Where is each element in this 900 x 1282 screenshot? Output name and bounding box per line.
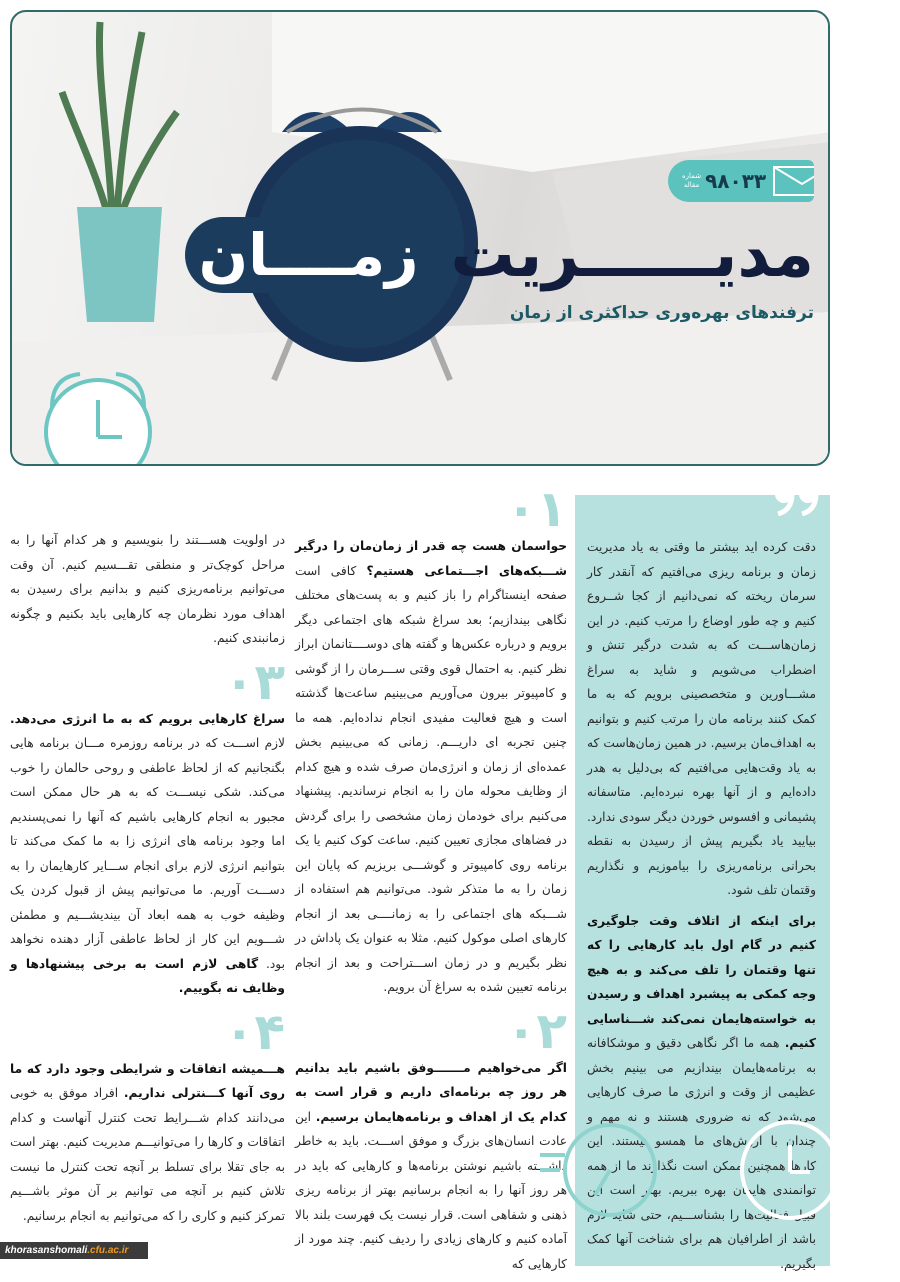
body-text: کافی است صفحه اینستاگرام را باز کنیم و به پست‌های مختلف نگاهی بیندازیم؛ بعد سراغ شبکه های اجتماعی دیگر برویم و درباره عکس‌ها و گفته های دوســــتانمان ابراز نظر کنیم. به احتمال قوی وقتی ســـرمان را از گوشی و کامپیوتر بیرون می‌آوریم می‌بینیم ساعت‌ها گذشته است و هیچ فعالیت مفیدی انجام نداده‌ایم. همه ما چنین تجربه ای داریـــم. زمانی که می‌بینیم بخش عمده‌ای از زمان و انرژی‌مان صرف شده و هیچ کدام از وظایف محوله مان را به انجام نرساندیم. پیشنهاد می‌کنیم برای خودمان زمان مشخصی را برای گردش در فضاهای مجازی تعیین کنیم. ساعت کوک کنیم یا یک برنامه روی کامپیوتر و گوشـــی بریزیم که پایان این زمان را به ما متذکر شود. می‌توانیم هم استفاده از شـــبکه های اجتماعی را به زمانــــی بعد از انجام کارهای اصلی موکول کنیم. مثلا به عنوان یک پاداش در نظر بگیریم و در زمان اســـتراحت و بعد از انجام برنامه تعیین شده به سراغ آن برویم. [295, 563, 567, 994]
subtitle: ترفندهای بهره‌وری حداکثری از زمان [509, 303, 814, 323]
paragraph [10, 1057, 285, 1229]
title-part-1: مدیــــــریت [450, 218, 814, 292]
stopwatch-decoration-icon [540, 1110, 840, 1240]
body-text: در اولویت هســـتند را بنویسیم و هر کدام آنها را به مراحل کوچک‌تر و منطقی تقـــسیم کنیم. آن وقت می‌توانیم برنامه‌ریزی کنیم و بدانیم برای رسیدن به اهداف مورد نظرمان چه کارهایی باید بکنیم و چگونه زمانبندی کنیم. [10, 533, 285, 645]
title-part-2: زمــــان [185, 217, 433, 293]
section-numeral: ۰۴ [223, 1006, 285, 1057]
article-number: ۹۸۰۳۳ [705, 169, 767, 193]
section-numeral: ۰۳ [223, 656, 285, 707]
paragraph [10, 707, 285, 1001]
quote-icon [772, 484, 822, 516]
plant-image [62, 22, 177, 322]
bold-text: هـــمیشه اتفاقات و شرایطی وجود دارد که ما روی آنها کـــنترلی نداریم. [10, 1061, 285, 1100]
paragraph [587, 535, 816, 903]
bold-text: سراغ کارهایی برویم که به ما انرژی می‌دهد. [10, 711, 285, 726]
paragraph [295, 534, 567, 1000]
bold-text: اگر می‌خواهیم مـــــــوفق باشیم باید بدانیم هر روز چه برنامه‌ای داریم و قرار است به کدام یک از اهداف و برنامه‌هایمان برسیم. [295, 1060, 568, 1124]
bold-text: گاهی لازم است به برخی پیشنهادها و وظایف نه بگوییم. [10, 956, 285, 995]
body-text: دقت کرده اید بیشتر ما وقتی به یاد مدیریت زمان و برنامه ریزی می‌افتیم که آنقدر کار سرمان ریخته که نمی‌دانیم از کجا شــروع کنیم و چه طور اوضاع را مرتب کنیم. در این زمان‌هاســـت که به شدت درگیر تنش و اضطراب می‌شویم و شاید به سراغ مشـــاورین و متخصصینی برویم که به ما کمک کنند برنامه مان را مرتب کنیم و بتوانیم به اهداف‌مان برسیم. در همین زمان‌هاست که به یاد وقت‌هایی می‌افتیم که بی‌دلیل به هدر داده‌ایم و از آنها بهره نبرده‌ایم. متاسفانه پشیمانی و افسوس خوردن دیگر سودی ندارد. بیایید یاد بگیریم پیش از رسیدن به نقطه بحرانی برنامه‌ریزی را بیاموزیم و نگذاریم وقتمان تلف شود. [587, 540, 816, 897]
section-numeral: ۰۲ [505, 1005, 567, 1056]
badge-label: مقاله [683, 181, 700, 189]
page-title [185, 217, 814, 293]
body-text: همه ما اگر نگاهی دقیق و موشکافانه به برنامه‌هایمان بیندازیم می بینیم بخش عظیمی از وقت و انرژی ما صرف کارهایی می‌شود که نه ضروری هستند و نه مهم و چندان با ارزش‌های ما همسو نیستند. این کارها همچنین ممکن است نگذارند ما از همه توانمندی هایمان بهره ببریم. بهتر است این قبیل فعالیت‌ها را بشناســـیم، حتی شاید لازم باشد از اطرافیان هم برای شناخت آنها کمک بگیریم. [587, 1036, 816, 1271]
badge-label: شماره [682, 172, 702, 180]
body-text: افراد موفق به خوبی می‌دانند کدام شـــرایط تحت کنترل آنهاست و کدام اتفاقات و کارها را می‌توانیـــم مدیریت کنیم. بهتر است به جای تقلا برای تسلط بر آنچه تحت کنترل ما نیست تلاش کنیم بر آنچه می توانیم بر آن موثر باشـــیم تمرکز کنیم و کاری را که می‌توانیم به انجام برسانیم. [10, 1086, 285, 1223]
bold-text: برای اینکه از اتلاف وقت جلوگیری کنیم در گام اول باید کارهایی را که تنها وقتمان را تلف می‌کند و به هیچ وجه کمکی به پیشبرد اهداف و رسیدن به خواسته‌هایمان نمی‌کند شـــناسایی کنیم. [587, 913, 816, 1050]
body-text: لازم اســـت که در برنامه روزمره مـــان برنامه هایی بگنجانیم که از لحاظ عاطفی و روحی حالمان را خوب می‌کند. شکی نیســـت که به هر حال ممکن است مجبور به انجام کارهایی باشیم که آنها را نمی‌پسندیم اما وجود برنامه های انرژی زا به ما کمک می‌کند تا بتوانیم انرژی لازم برای انجام ســـایر کارهایمان را به دســـت آوریم. ما می‌توانیم پیش از قبول کردن یک وظیفه خوب به همه ابعاد آن بیندیشـــیم و مطمئن شـــویم این کار از لحاظ عاطفی آزار دهنده نخواهد بود. [10, 736, 285, 971]
watermark-domain: .cfu.ac.ir [87, 1245, 129, 1256]
left-column [10, 528, 285, 1234]
watermark-main: khorasanshomali [5, 1245, 88, 1256]
hero-banner [10, 10, 830, 466]
middle-column [295, 484, 567, 1282]
article-number-badge [668, 160, 814, 202]
site-watermark [0, 1242, 148, 1259]
bold-text: حواسمان هست چه قدر از زمان‌مان را درگیر شـــبکه‌های اجـــتماعی هستیم؟ [295, 539, 567, 578]
paragraph [10, 528, 285, 651]
section-numeral: ۰۱ [505, 484, 567, 534]
body-text: این عادت انسان‌های بزرگ و موفق اســـت. باید به خاطر داشـــته باشیم نوشتن برنامه‌ها و کارهایی که باید در هر روز آنها را به انجام برسانیم بهتر از برنامه ریزی ذهنی و شفاهی است. قرار نیست یک فهرست بلند بالا آماده کنیم و کارهای زیادی را ردیف کنیم. چند مورد از کارهایی که [295, 1109, 567, 1271]
envelope-icon [772, 164, 814, 198]
paragraph [295, 1056, 567, 1277]
